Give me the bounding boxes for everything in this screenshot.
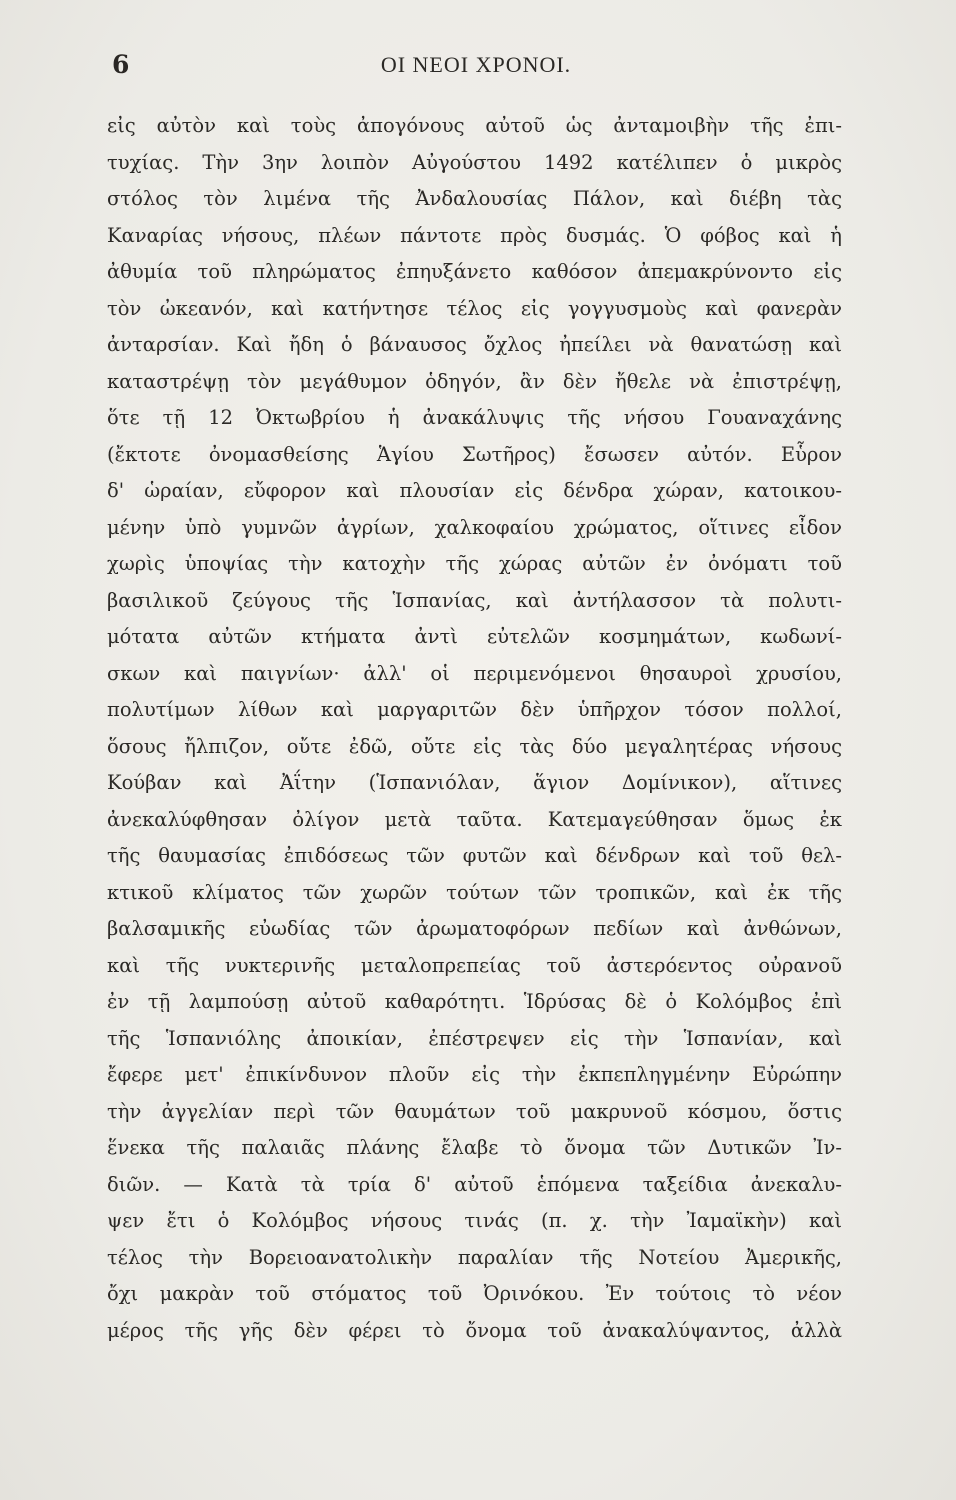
text-line: ψεν ἔτι ὁ Κολόμβος νήσους τινάς (π. χ. τὴν Ἰαμαϊκὴν) καὶ [107,1209,842,1232]
text-line: ὅσους ἤλπιζον, οὔτε ἐδῶ, οὔτε εἰς τὰς δύο μεγαλητέρας νήσους [107,734,842,758]
text-line: ἀνταρσίαν. Καὶ ἤδη ὁ βάναυσος ὄχλος ἠπείλει νὰ θανατώσῃ καὶ [107,333,842,356]
text-line: σκων καὶ παιγνίων· ἀλλ' οἱ περιμενόμενοι θησαυροὶ χρυσίου, [107,661,842,685]
text-line: ἀνεκαλύφθησαν ὀλίγον μετὰ ταῦτα. Κατεμαγεύθησαν ὅμως ἐκ [107,807,842,831]
text-line: Καναρίας νήσους, πλέων πάντοτε πρὸς δυσμάς. Ὁ φόβος καὶ ἡ [107,223,842,247]
text-line: καταστρέψῃ τὸν μεγάθυμον ὁδηγόν, ἂν δὲν ἤθελε νὰ ἐπιστρέψῃ, [107,369,842,393]
text-line: τῆς θαυμασίας ἐπιδόσεως τῶν φυτῶν καὶ δένδρων καὶ τοῦ θελ- [107,844,842,867]
text-line: βασιλικοῦ ζεύγους τῆς Ἱσπανίας, καὶ ἀντήλασσον τὰ πολυτι- [107,588,842,612]
text-line: ἔφερε μετ' ἐπικίνδυνον πλοῦν εἰς τὴν ἐκπεπληγμένην Εὐρώπην [107,1063,842,1086]
running-title: ΟΙ ΝΕΟΙ ΧΡΟΝΟΙ. [380,52,572,77]
body-text [107,108,842,1349]
text-line: δ' ὡραίαν, εὔφορον καὶ πλουσίαν εἰς δένδρα χώραν, κατοικου- [107,479,842,502]
page-header [106,50,846,80]
text-line: τέλος τὴν Βορειοανατολικὴν παραλίαν τῆς Νοτείου Ἀμερικῆς, [107,1245,842,1269]
text-line: μέρος τῆς γῆς δὲν φέρει τὸ ὄνομα τοῦ ἀνακαλύψαντος, ἀλλὰ [107,1318,842,1342]
text-line: διῶν. — Κατὰ τὰ τρία δ' αὐτοῦ ἑπόμενα ταξείδια ἀνεκαλυ- [107,1172,842,1196]
text-line: καὶ τῆς νυκτερινῆς μεταλοπρεπείας τοῦ ἀστερόεντος οὐρανοῦ [107,953,842,977]
text-line: ἀθυμία τοῦ πληρώματος ἐπηυξάνετο καθόσον ἀπεμακρύνοντο εἰς [107,260,842,283]
text-line: ὄχι μακρὰν τοῦ στόματος τοῦ Ὀρινόκου. Ἐν τούτοις τὸ νέον [107,1282,842,1305]
text-line: βαλσαμικῆς εὐωδίας τῶν ἀρωματοφόρων πεδίων καὶ ἀνθώνων, [107,917,842,940]
text-line: ὅτε τῇ 12 Ὀκτωβρίου ἡ ἀνακάλυψις τῆς νήσου Γουαναχάνης [107,406,842,429]
text-line: στόλος τὸν λιμένα τῆς Ἀνδαλουσίας Πάλον, καὶ διέβη τὰς [107,187,842,210]
text-line: εἰς αὐτὸν καὶ τοὺς ἀπογόνους αὐτοῦ ὡς ἀνταμοιβὴν τῆς ἐπι- [107,114,842,137]
text-line: (ἔκτοτε ὀνομασθείσης Ἁγίου Σωτῆρος) ἔσωσεν αὐτόν. Εὗρον [107,442,842,466]
text-line: πολυτίμων λίθων καὶ μαργαριτῶν δὲν ὑπῆρχον τόσον πολλοί, [107,698,842,721]
text-line: μένην ὑπὸ γυμνῶν ἀγρίων, χαλκοφαίου χρώματος, οἵτινες εἶδον [107,515,842,539]
text-line: κτικοῦ κλίματος τῶν χωρῶν τούτων τῶν τροπικῶν, καὶ ἐκ τῆς [107,880,842,904]
text-line: τυχίας. Τὴν 3ην λοιπὸν Αὐγούστου 1492 κατέλιπεν ὁ μικρὸς [107,150,842,174]
text-line: μότατα αὐτῶν κτήματα ἀντὶ εὐτελῶν κοσμημάτων, κωδωνί- [107,625,842,648]
text-line: ἕνεκα τῆς παλαιᾶς πλάνης ἔλαβε τὸ ὄνομα τῶν Δυτικῶν Ἰν- [107,1136,842,1159]
text-line: τὸν ὠκεανόν, καὶ κατήντησε τέλος εἰς γογγυσμοὺς καὶ φανερὰν [107,296,842,320]
text-line: τὴν ἀγγελίαν περὶ τῶν θαυμάτων τοῦ μακρυνοῦ κόσμου, ὅστις [107,1099,842,1123]
text-line: τῆς Ἱσπανιόλης ἀποικίαν, ἐπέστρεψεν εἰς τὴν Ἱσπανίαν, καὶ [107,1026,842,1050]
text-line: χωρὶς ὑποψίας τὴν κατοχὴν τῆς χώρας αὐτῶν ἐν ὀνόματι τοῦ [107,552,842,575]
page-number: 6 [112,50,130,79]
text-line: ἐν τῇ λαμπούσῃ αὐτοῦ καθαρότητι. Ἱδρύσας δὲ ὁ Κολόμβος ἐπὶ [107,990,842,1013]
text-line: Κούβαν καὶ Ἀΐτην (Ἱσπανιόλαν, ἅγιον Δομίνικον), αἵτινες [107,771,842,794]
